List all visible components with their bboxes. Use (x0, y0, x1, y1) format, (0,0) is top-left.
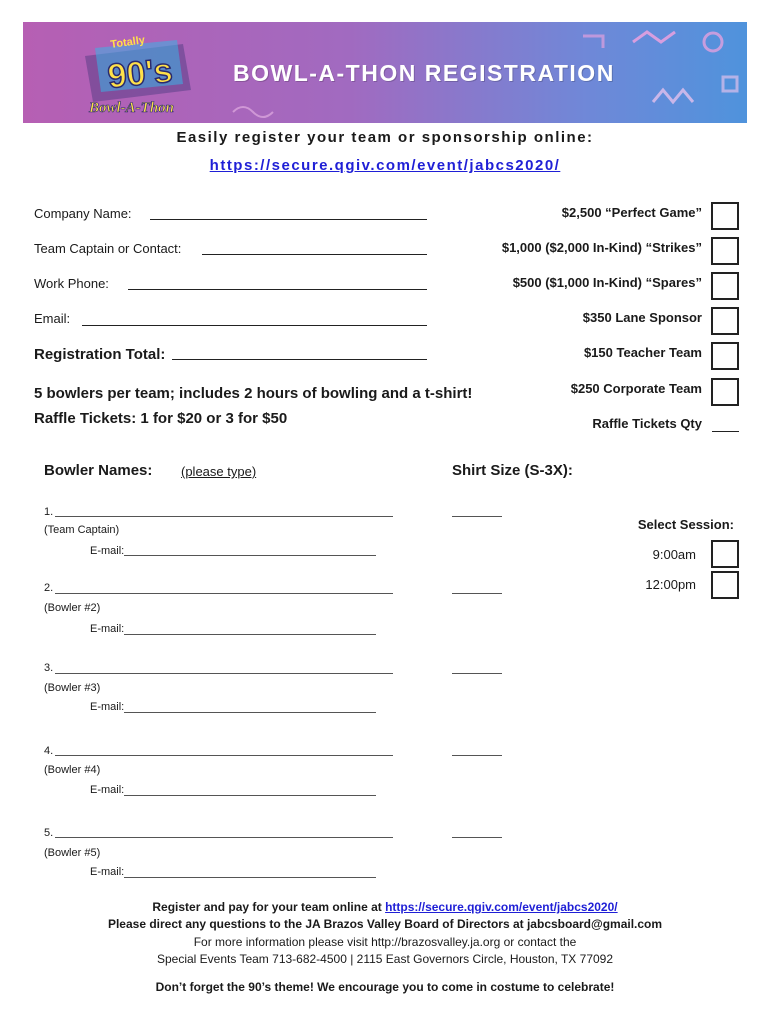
session-option-label: 12:00pm (645, 577, 696, 592)
bowler-name-field[interactable] (55, 673, 393, 674)
sponsorship-option-label: $150 Teacher Team (583, 345, 702, 360)
captain-field[interactable] (202, 254, 427, 255)
shirt-size-heading: Shirt Size (S-3X): (452, 462, 573, 479)
bowler-role: (Bowler #5) (44, 847, 101, 859)
sponsorship-checkbox[interactable] (711, 307, 739, 335)
footer-theme-note: Don’t forget the 90’s theme! We encourage you to come in costume to celebrate! (155, 980, 615, 994)
bowler-number: 5. (44, 827, 54, 839)
sponsorship-checkbox[interactable] (711, 378, 739, 406)
bowler-email-field[interactable] (124, 634, 376, 635)
sponsorship-option-label: $350 Lane Sponsor (582, 310, 702, 325)
bowler-email-field[interactable] (124, 712, 376, 713)
footer-contact-line: Please direct any questions to the JA Brazos Valley Board of Directors at jabcsboard@gmail.com (107, 917, 663, 931)
logo-graphic (65, 26, 205, 120)
bowler-email-label: E-mail: (90, 784, 125, 796)
session-option-label: 9:00am (652, 547, 696, 562)
sponsorship-option-label: $1,000 ($2,000 In-Kind) “Strikes” (501, 240, 702, 255)
registration-total-field[interactable] (172, 359, 427, 360)
bowler-name-field[interactable] (55, 755, 393, 756)
bowler-email-field[interactable] (124, 877, 376, 878)
raffle-qty-label: Raffle Tickets Qty (592, 416, 702, 431)
session-checkbox[interactable] (711, 571, 739, 599)
footer-info-line: For more information please visit http://brazosvalley.ja.org or contact the (193, 935, 577, 949)
bowler-number: 1. (44, 506, 54, 518)
bowler-email-field[interactable] (124, 555, 376, 556)
company-field[interactable] (150, 219, 427, 220)
captain-label: Team Captain or Contact: (34, 241, 182, 256)
select-session-heading: Select Session: (637, 517, 734, 532)
bowler-name-field[interactable] (55, 837, 393, 838)
shirt-size-field[interactable] (452, 755, 502, 756)
shirt-size-field[interactable] (452, 837, 502, 838)
bowler-number: 2. (44, 582, 54, 594)
sponsorship-option-label: $500 ($1,000 In-Kind) “Spares” (512, 275, 702, 290)
bowler-number: 3. (44, 662, 54, 674)
phone-field[interactable] (128, 289, 427, 290)
footer-registration-link[interactable]: https://secure.qgiv.com/event/jabcs2020/ (385, 900, 618, 914)
sponsorship-checkbox[interactable] (711, 272, 739, 300)
bowler-email-label: E-mail: (90, 866, 125, 878)
shirt-size-field[interactable] (452, 673, 502, 674)
footer-register-text: Register and pay for your team online at (152, 900, 386, 914)
sponsorship-option-label: $250 Corporate Team (570, 381, 702, 396)
bowl-a-thon-logo (65, 26, 205, 120)
shirt-size-field[interactable] (452, 516, 502, 517)
company-label: Company Name: (34, 206, 132, 221)
raffle-info: Raffle Tickets: 1 for $20 or 3 for $50 (34, 410, 288, 427)
bowler-role: (Bowler #4) (44, 764, 101, 776)
page-title: BOWL-A-THON REGISTRATION (233, 60, 615, 86)
registration-total-label: Registration Total: (34, 346, 166, 363)
team-info: 5 bowlers per team; includes 2 hours of bowling and a t-shirt! (34, 385, 473, 402)
footer-register-line (0, 900, 770, 914)
bowler-role: (Bowler #3) (44, 682, 101, 694)
bowler-email-label: E-mail: (90, 545, 125, 557)
session-checkbox[interactable] (711, 540, 739, 568)
sponsorship-checkbox[interactable] (711, 202, 739, 230)
phone-label: Work Phone: (34, 276, 109, 291)
bowler-email-label: E-mail: (90, 701, 125, 713)
bowler-name-field[interactable] (55, 593, 393, 594)
bowler-number: 4. (44, 745, 54, 757)
sponsorship-option-label: $2,500 “Perfect Game” (561, 205, 702, 220)
bowler-email-label: E-mail: (90, 623, 125, 635)
bowler-names-heading: Bowler Names: (44, 462, 153, 479)
please-type-note: (please type) (181, 464, 257, 479)
sponsorship-checkbox[interactable] (711, 237, 739, 265)
svg-text:Totally: Totally (109, 34, 146, 51)
header-banner (23, 22, 747, 123)
svg-text:Bowl-A-Thon: Bowl-A-Thon (89, 100, 175, 116)
bowler-name-field[interactable] (55, 516, 393, 517)
bowler-role: (Bowler #2) (44, 602, 101, 614)
email-label: Email: (34, 311, 71, 326)
footer-address-line: Special Events Team 713-682-4500 | 2115 East Governors Circle, Houston, TX 77092 (156, 952, 614, 966)
registration-link[interactable]: https://secure.qgiv.com/event/jabcs2020/ (209, 157, 561, 174)
bowler-email-field[interactable] (124, 795, 376, 796)
email-field[interactable] (82, 325, 427, 326)
shirt-size-field[interactable] (452, 593, 502, 594)
sponsorship-checkbox[interactable] (711, 342, 739, 370)
tagline: Easily register your team or sponsorship online: (176, 129, 594, 146)
bowler-role: (Team Captain) (44, 524, 120, 536)
svg-text:90's: 90's (105, 51, 175, 96)
raffle-qty-field[interactable] (712, 431, 739, 432)
